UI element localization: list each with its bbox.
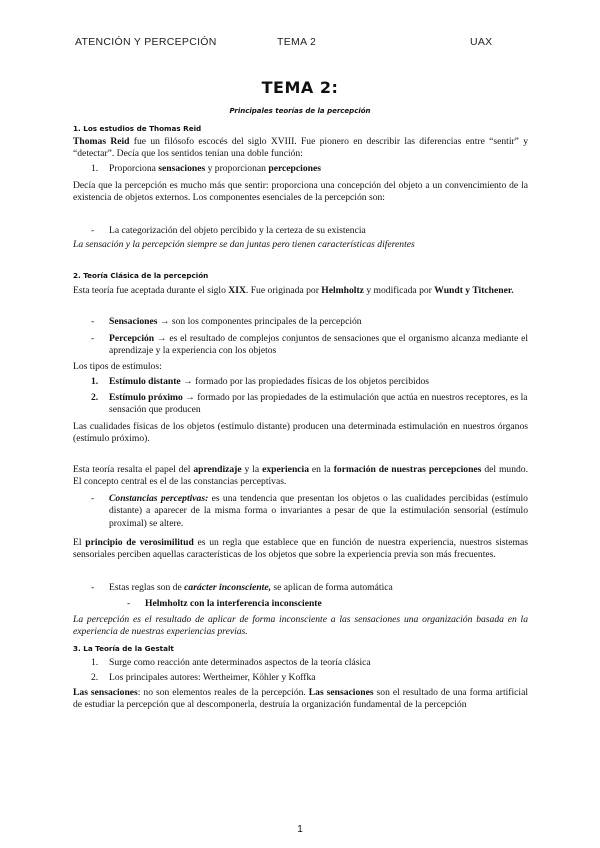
bullet-dash: - — [91, 316, 95, 327]
page-number: 1 — [297, 824, 303, 835]
header-topic: TEMA 2 — [277, 36, 317, 48]
paragraph: Esta teoría fue aceptada durante el siglo XIX. Fue originada por Helmholtz y modificada por Wundt y Titchener. — [73, 285, 514, 296]
bullet-dash: - — [91, 225, 95, 236]
list-item: Estímulo próximo → formado por las propiedades de la estimulación que actúa en nuestros receptores, es la sensación que producen — [109, 392, 528, 416]
bullet-dash: - — [91, 493, 95, 504]
bullet-dash: - — [127, 598, 131, 609]
paragraph: Las sensaciones: no son elementos reales de la percepción. Las sensaciones son el resultado de una forma artificial de estudiar la percepción que al descomponerla, destruía la organización fundamental de la percepción — [73, 687, 529, 711]
bullet-dash: - — [91, 582, 95, 593]
list-item: La categorización del objeto percibido y la certeza de su existencia — [109, 225, 366, 236]
section-3-heading: 3. La Teoría de la Gestalt — [73, 644, 174, 653]
list-item: Percepción → es el resultado de complejos conjuntos de sensaciones que el organismo alcanza mediante el aprendizaje y la experiencia con los objetos — [109, 333, 528, 357]
header-course: ATENCIÓN Y PERCEPCIÓN — [75, 36, 217, 48]
list-item: Estímulo distante → formado por las propiedades físicas de los objetos percibidos — [109, 376, 430, 387]
page-subtitle: Principales teorías de la percepción — [229, 107, 371, 115]
paragraph: Thomas Reid fue un filósofo escocés del siglo XVIII. Fue pionero en describir las diferencias entre “sentir” y “detectar”. Decía que los sentidos tenían una doble función: — [73, 136, 529, 160]
header-university: UAX — [470, 36, 493, 48]
paragraph: Los tipos de estímulos: — [73, 361, 162, 372]
paragraph: Esta teoría resalta el papel del aprendizaje y la experiencia en la formación de nuestras percepciones del mundo. El concepto central es el de las constancias perceptivas. — [73, 464, 529, 488]
bullet-dash: - — [91, 333, 95, 344]
section-2-heading: 2. Teoría Clásica de la percepción — [73, 271, 209, 280]
list-item: Los principales autores: Wertheimer, Köhler y Koffka — [109, 672, 316, 683]
page-title: TEMA 2: — [261, 78, 339, 97]
list-item: Constancias perceptivas: es una tendencia que presentan los objetos o las cualidades percibidas (estímulo distante) a aparecer de la misma forma o invariantes a pesar de que la estimulación sensorial (estímulo proximal) se altere. — [109, 493, 528, 529]
list-item: Surge como reacción ante determinados aspectos de la teoría clásica — [109, 657, 371, 668]
paragraph: Decía que la percepción es mucho más que sentir: proporciona una concepción del objeto a un convencimiento de la existencia de objetos externos. Los componentes esenciales de la percepción son: — [73, 180, 528, 204]
list-number: 2. — [91, 672, 99, 683]
section-1-heading: 1. Los estudios de Thomas Reid — [73, 124, 202, 133]
paragraph: El principio de verosimilitud es un regla que establece que en función de nuestra experiencia, nuestros sistemas sensoriales perciben aquellas características de los objetos que sobre la experiencia previa son más frecuentes. — [73, 537, 528, 561]
list-item: Estas reglas son de carácter inconsciente, se aplican de forma automática — [109, 582, 393, 593]
list-number: 1. — [91, 376, 99, 387]
list-number: 1. — [91, 163, 99, 174]
list-item: Sensaciones → son los componentes principales de la percepción — [109, 316, 362, 327]
paragraph: Las cualidades físicas de los objetos (estímulo distante) producen una determinada estimulación en nuestros órganos (estímulo próximo). — [73, 421, 528, 445]
list-item: Helmholtz con la interferencia inconsciente — [145, 598, 322, 609]
list-number: 1. — [91, 657, 99, 668]
italic-summary: La percepción es el resultado de aplicar de forma inconsciente a las sensaciones una organización basada en la experiencia de nuestras experiencias previas. — [73, 614, 528, 638]
list-number: 2. — [91, 392, 99, 403]
italic-summary: La sensación y la percepción siempre se dan juntas pero tienen características diferentes — [73, 239, 415, 250]
list-item: Proporciona sensaciones y proporcionan percepciones — [109, 163, 321, 174]
